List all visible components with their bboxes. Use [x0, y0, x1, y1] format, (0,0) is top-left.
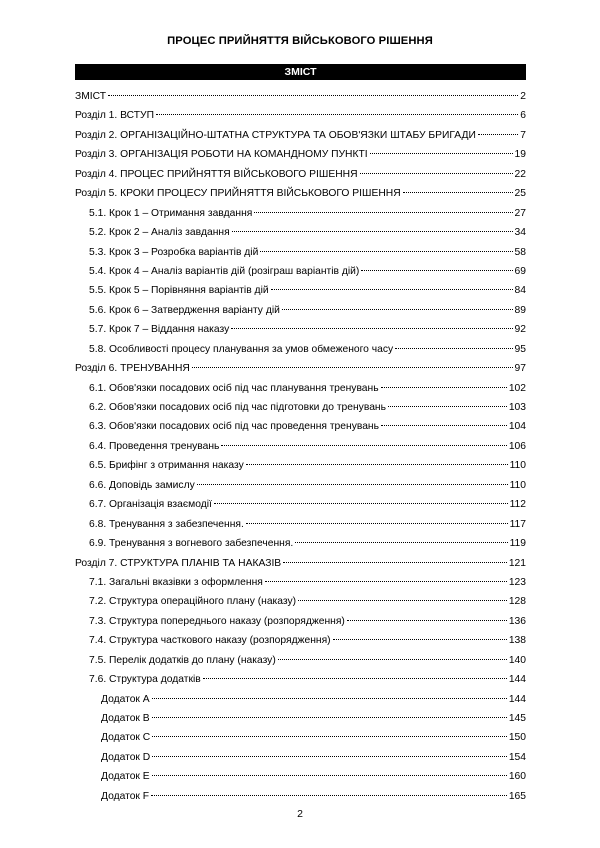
toc-dot-leader	[221, 445, 506, 446]
toc-entry-label: 5.6. Крок 6 – Затвердження варіанту дій	[89, 304, 280, 316]
toc-entry[interactable]	[75, 359, 526, 378]
toc-entry[interactable]	[75, 651, 526, 670]
toc-dot-leader	[265, 581, 507, 582]
toc-entry-page: 128	[508, 596, 526, 608]
toc-dot-leader	[246, 523, 508, 524]
toc-entry-page: 119	[509, 538, 526, 550]
toc-entry[interactable]	[75, 592, 526, 611]
toc-dot-leader	[271, 289, 513, 290]
toc-entry-label: 5.1. Крок 1 – Отримання завдання	[89, 207, 253, 219]
toc-dot-leader	[298, 600, 507, 601]
toc-entry-page: 34	[514, 227, 526, 239]
toc-dot-leader	[152, 756, 507, 757]
toc-dot-leader	[370, 153, 513, 154]
toc-entry-label: Розділ 6. ТРЕНУВАННЯ	[75, 363, 190, 375]
toc-dot-leader	[231, 328, 512, 329]
toc-entry-label: 5.3. Крок 3 – Розробка варіантів дій	[89, 246, 259, 258]
toc-dot-leader	[333, 639, 507, 640]
toc-entry-page: 136	[508, 615, 526, 627]
toc-entry[interactable]	[75, 262, 526, 281]
toc-dot-leader	[347, 620, 507, 621]
toc-dot-leader	[152, 698, 507, 699]
toc-entry-page: 104	[508, 421, 526, 433]
toc-entry-page: 27	[514, 207, 526, 219]
toc-entry[interactable]	[75, 573, 526, 592]
toc-dot-leader	[152, 717, 507, 718]
toc-dot-leader	[197, 484, 508, 485]
toc-entry[interactable]	[75, 670, 526, 689]
toc-entry[interactable]	[75, 379, 526, 398]
toc-entry-label: Додаток D	[101, 751, 151, 763]
toc-entry[interactable]	[75, 340, 526, 359]
toc-dot-leader	[282, 309, 513, 310]
toc-entry-page: 165	[508, 790, 526, 802]
toc-entry-page: 121	[508, 557, 526, 569]
toc-header: ЗМІСТ	[75, 64, 526, 80]
toc-entry-page: 6	[520, 110, 526, 122]
toc-entry[interactable]	[75, 184, 526, 203]
toc-dot-leader	[246, 464, 508, 465]
toc-entry[interactable]	[75, 709, 526, 728]
toc-entry-label: 5.2. Крок 2 – Аналіз завдання	[89, 227, 230, 239]
toc-entry-label: 6.3. Обов'язки посадових осіб під час проведення тренувань	[89, 421, 379, 433]
toc-entry-label: Розділ 3. ОРГАНІЗАЦІЯ РОБОТИ НА КОМАНДНОМУ ПУНКТІ	[75, 149, 368, 161]
toc-entry-label: 6.1. Обов'язки посадових осіб під час планування тренувань	[89, 382, 379, 394]
toc-entry-label: 5.4. Крок 4 – Аналіз варіантів дій (розіграш варіантів дій)	[89, 265, 360, 277]
toc-dot-leader	[232, 231, 513, 232]
toc-entry-page: 95	[514, 343, 526, 355]
toc-entry-page: 22	[514, 168, 526, 180]
toc-dot-leader	[260, 251, 512, 252]
toc-entry[interactable]	[75, 126, 526, 145]
toc-entry-page: 7	[520, 129, 526, 141]
toc-entry[interactable]	[75, 87, 526, 106]
toc-entry-label: 6.6. Доповідь замислу	[89, 479, 195, 491]
toc-entry[interactable]	[75, 456, 526, 475]
toc-entry-label: 6.2. Обов'язки посадових осіб під час підготовки до тренувань	[89, 402, 386, 413]
toc-dot-leader	[152, 736, 507, 737]
toc-entry-page: 110	[509, 460, 526, 472]
toc-dot-leader	[361, 270, 512, 271]
toc-entry-page: 110	[509, 479, 526, 491]
toc-entry-label: 7.1. Загальні вказівки з оформлення	[89, 576, 263, 588]
toc-entry-page: 58	[514, 246, 526, 258]
toc-entry[interactable]	[75, 495, 526, 514]
toc-dot-leader	[254, 212, 512, 213]
toc-entry-page: 69	[514, 265, 526, 277]
toc-dot-leader	[395, 348, 512, 349]
toc-entry[interactable]	[75, 301, 526, 320]
toc-dot-leader	[278, 659, 507, 660]
toc-entry-label: Додаток F	[101, 790, 150, 802]
document-title: ПРОЦЕС ПРИЙНЯТТЯ ВІЙСЬКОВОГО РІШЕННЯ	[167, 35, 433, 47]
toc-entry[interactable]	[75, 165, 526, 184]
toc-entry-label: 6.7. Організація взаємодії	[89, 499, 212, 511]
toc-entry-label: 6.8. Тренування з забезпечення.	[89, 518, 244, 530]
toc-entry[interactable]	[75, 106, 526, 125]
toc-entry-label: Додаток C	[101, 732, 151, 744]
toc-entry[interactable]	[75, 728, 526, 747]
toc-dot-leader	[214, 503, 508, 504]
toc-entry[interactable]	[75, 612, 526, 631]
toc-entry-label: 7.3. Структура попереднього наказу (розпорядження)	[89, 615, 345, 627]
toc-dot-leader	[108, 95, 518, 96]
toc-entry-label: 7.4. Структура часткового наказу (розпорядження)	[89, 635, 331, 647]
toc-entry[interactable]	[75, 787, 526, 806]
toc-dot-leader	[381, 425, 507, 426]
toc-entry-page: 145	[508, 713, 526, 724]
toc-entry-label: 6.5. Брифінг з отримання наказу	[89, 460, 244, 472]
toc-dot-leader	[403, 192, 513, 193]
toc-entry-page: 19	[514, 149, 526, 161]
toc-entry[interactable]	[75, 243, 526, 262]
toc-entry-label: 5.7. Крок 7 – Віддання наказу	[89, 324, 230, 336]
toc-entry-page: 144	[508, 674, 526, 686]
toc-entry-page: 154	[508, 751, 526, 763]
toc-entry-page: 160	[508, 771, 526, 783]
toc-entry[interactable]	[75, 554, 526, 573]
toc-dot-leader	[283, 562, 507, 563]
toc-entry-label: Додаток B	[101, 713, 150, 724]
toc-entry[interactable]	[75, 476, 526, 495]
toc-entry-page: 97	[514, 363, 526, 375]
toc-entry-label: Додаток E	[101, 771, 150, 783]
toc-entry[interactable]	[75, 281, 526, 300]
toc-entry-page: 89	[514, 304, 526, 316]
toc-entry-label: Розділ 4. ПРОЦЕС ПРИЙНЯТТЯ ВІЙСЬКОВОГО РІШЕННЯ	[75, 168, 358, 180]
toc-entry-page: 2	[520, 91, 526, 102]
toc-entry[interactable]	[75, 145, 526, 164]
toc-entry[interactable]	[75, 690, 526, 709]
toc-entry-label: 6.9. Тренування з вогневого забезпечення.	[89, 538, 294, 550]
toc-entry-page: 123	[508, 576, 526, 588]
toc-entry-page: 150	[508, 732, 526, 744]
toc-entry-label: Розділ 7. СТРУКТУРА ПЛАНІВ ТА НАКАЗІВ	[75, 557, 282, 569]
toc-entry-label: 5.5. Крок 5 – Порівняння варіантів дій	[89, 285, 269, 297]
toc-entry-page: 144	[508, 693, 526, 705]
toc-entry[interactable]	[75, 398, 526, 417]
toc-entry-page: 112	[509, 499, 526, 511]
toc-entry-label: Додаток A	[101, 693, 150, 705]
toc-dot-leader	[360, 173, 513, 174]
toc-entry[interactable]	[75, 767, 526, 786]
toc-entry[interactable]	[75, 631, 526, 650]
toc-entry-label: ЗМІСТ	[75, 91, 107, 102]
toc-dot-leader	[151, 795, 507, 796]
toc-entry[interactable]	[75, 748, 526, 767]
toc-entry-label: Розділ 2. ОРГАНІЗАЦІЙНО-ШТАТНА СТРУКТУРА ТА ОБОВ'ЯЗКИ ШТАБУ БРИГАДИ	[75, 129, 476, 141]
toc-entry-label: 6.4. Проведення тренувань	[89, 440, 220, 452]
toc-entry-page: 103	[508, 402, 526, 413]
toc-entry[interactable]	[75, 417, 526, 436]
toc-entry-label: Розділ 1. ВСТУП	[75, 110, 154, 122]
toc-entry[interactable]	[75, 223, 526, 242]
toc-entry-label: 7.2. Структура операційного плану (наказу)	[89, 596, 297, 608]
toc-entry-page: 102	[508, 382, 526, 394]
toc-dot-leader	[381, 387, 507, 388]
toc-dot-leader	[152, 775, 507, 776]
table-of-contents	[75, 87, 526, 806]
toc-entry-label: 7.5. Перелік додатків до плану (наказу)	[89, 654, 276, 666]
toc-dot-leader	[203, 678, 507, 679]
toc-entry[interactable]	[75, 320, 526, 339]
toc-entry-page: 140	[508, 654, 526, 666]
page-number: 2	[297, 808, 303, 820]
toc-entry[interactable]	[75, 204, 526, 223]
toc-entry-page: 138	[508, 635, 526, 647]
toc-dot-leader	[295, 542, 507, 543]
toc-entry-label: 7.6. Структура додатків	[89, 674, 201, 686]
toc-entry-page: 92	[514, 324, 526, 336]
toc-dot-leader	[388, 406, 507, 407]
toc-entry[interactable]	[75, 437, 526, 456]
toc-entry-page: 117	[509, 518, 526, 530]
toc-entry-label: 5.8. Особливості процесу планування за умов обмеженого часу	[89, 343, 394, 355]
toc-entry[interactable]	[75, 515, 526, 534]
toc-entry-page: 25	[514, 188, 526, 200]
toc-dot-leader	[478, 134, 518, 135]
toc-entry-page: 84	[514, 285, 526, 297]
toc-entry-page: 106	[508, 440, 526, 452]
toc-entry-label: Розділ 5. КРОКИ ПРОЦЕСУ ПРИЙНЯТТЯ ВІЙСЬКОВОГО РІШЕННЯ	[75, 188, 401, 200]
toc-dot-leader	[192, 367, 513, 368]
toc-dot-leader	[156, 114, 518, 115]
toc-entry[interactable]	[75, 534, 526, 553]
